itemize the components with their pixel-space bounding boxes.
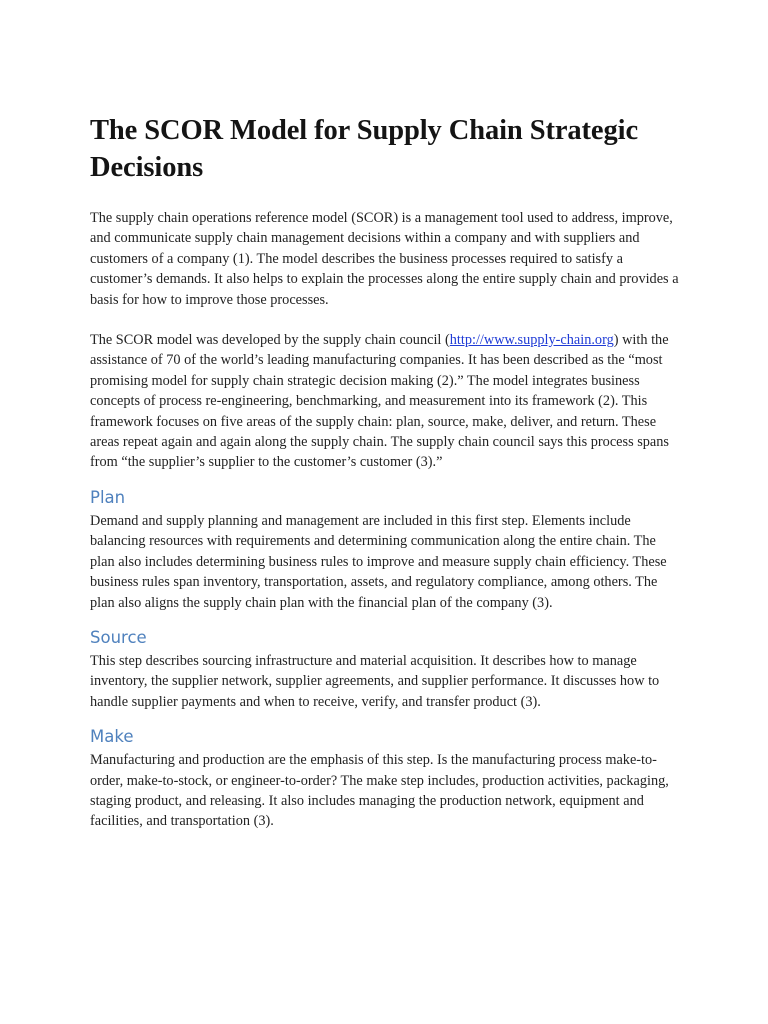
page-title: The SCOR Model for Supply Chain Strategic Decisions xyxy=(90,115,639,183)
supply-chain-council-link[interactable]: http://www.supply-chain.org xyxy=(449,332,614,349)
development-text-before-link: The SCOR model was developed by the supply chain council ( xyxy=(90,332,450,349)
section-heading-make: Make xyxy=(90,727,134,747)
development-paragraph xyxy=(90,330,682,473)
development-text-after-link: ) with the assistance of 70 of the world’s leading manufacturing companies. It has been described as the “most promising model for supply chain strategic decision making (2).” The model integrates business concepts of process re-engineering, benchmarking, and measurement into its framework (2). This framework focuses on five areas of the supply chain: plan, source, make, deliver, and return. These areas repeat again and again along the supply chain. The supply chain council says this process spans from “the supplier’s supplier to the customer’s customer (3).” xyxy=(90,332,669,471)
section-text-source: This step describes sourcing infrastructure and material acquisition. It describes how to manage inventory, the supplier network, supplier agreements, and supplier performance. It discusses how to handle supplier payments and when to receive, verify, and transfer product (3). xyxy=(90,652,660,710)
section-heading-source: Source xyxy=(90,627,147,647)
section-heading-plan: Plan xyxy=(90,487,126,507)
section-text-plan: Demand and supply planning and management are included in this first step. Elements include balancing resources with requirements and determining communication along the entire chain. The plan also includes determining business rules to improve and measure supply chain efficiency. These business rules span inventory, transportation, assets, and regulatory compliance, among others. The plan also aligns the supply chain plan with the financial plan of the company (3). xyxy=(90,512,667,611)
section-text-make: Manufacturing and production are the emphasis of this step. Is the manufacturing process make-to-order, make-to-stock, or engineer-to-order? The make step includes, production activities, packaging, staging product, and releasing. It also includes managing the production network, equipment and facilities, and transportation (3). xyxy=(90,752,669,830)
intro-paragraph: The supply chain operations reference model (SCOR) is a management tool used to address, improve, and communicate supply chain management decisions within a company and with suppliers and customers of a company (1). The model describes the business processes required to satisfy a customer’s demands. It also helps to explain the processes along the entire supply chain and provides a basis for how to improve those processes. xyxy=(90,210,679,308)
document-page xyxy=(90,112,682,846)
